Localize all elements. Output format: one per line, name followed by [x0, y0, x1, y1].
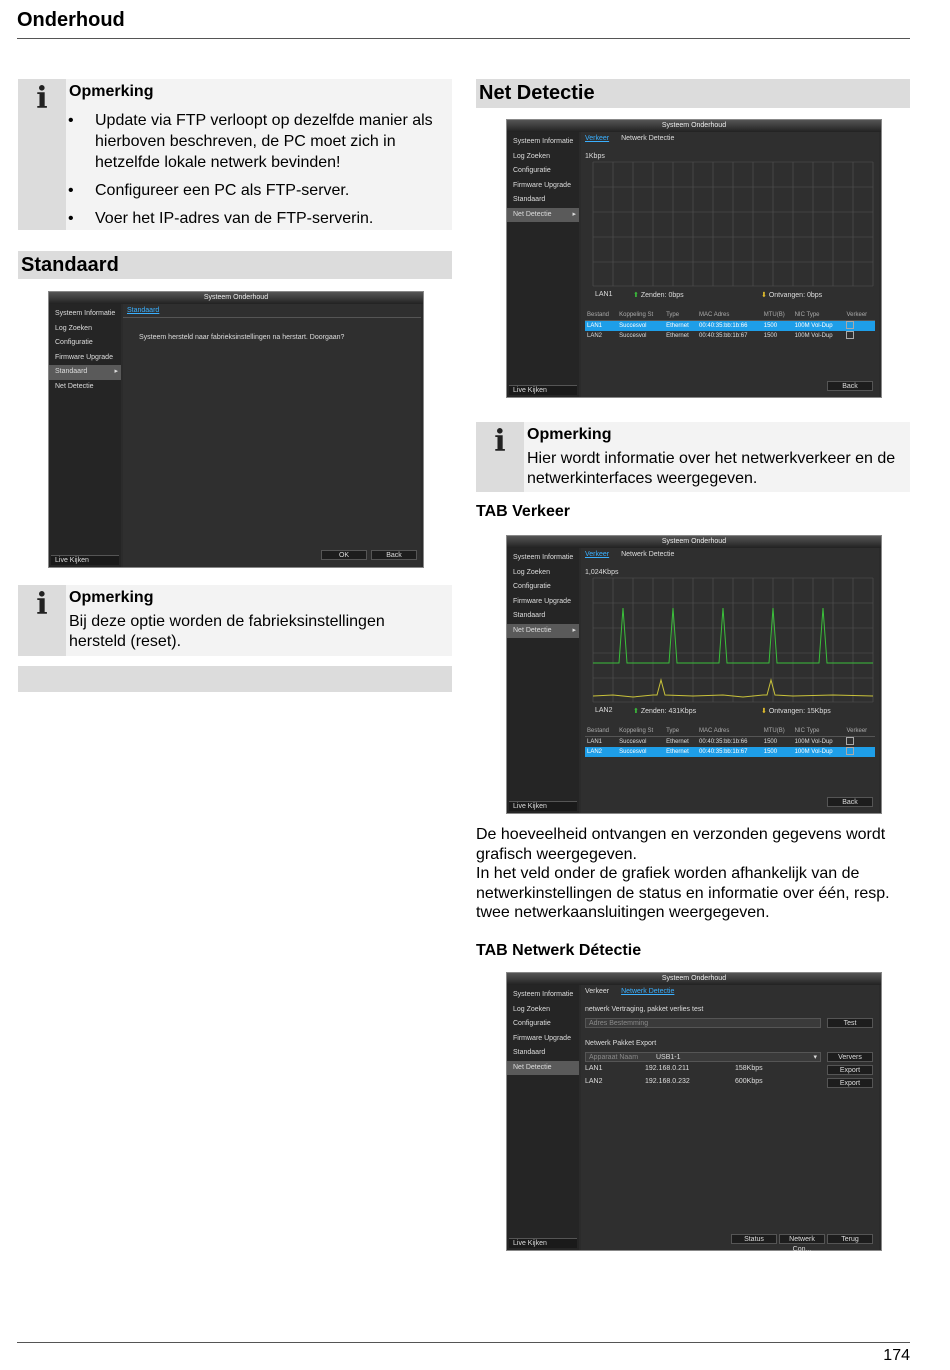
lan2-name: LAN2 — [585, 1078, 603, 1085]
dvr-screenshot-standaard — [48, 291, 424, 568]
subheading-tab-verkeer: TAB Verkeer — [476, 503, 570, 520]
window-title: Systeem Onderhoud — [507, 536, 881, 548]
sidebar-item-systeem-informatie[interactable]: Systeem Informatie — [513, 991, 574, 998]
network-config-button[interactable]: Netwerk Con... — [779, 1234, 825, 1244]
reset-message: Systeem hersteld naar fabrieksinstellingen na herstart. Doorgaan? — [139, 334, 345, 341]
window-title: Systeem Onderhoud — [49, 292, 423, 304]
arrow-down-icon: ⬇ — [761, 708, 767, 715]
arrow-down-icon: ⬇ — [761, 292, 767, 299]
section-heading-standaard: Standaard — [18, 251, 452, 279]
dvr-tabs — [123, 306, 165, 316]
window-title: Systeem Onderhoud — [507, 120, 881, 132]
table-row[interactable]: LAN1 Succesvol Ethernet 00:40:35:bb:1b:66 1500 100M Vol-Dup — [585, 321, 875, 332]
arrow-up-icon: ⬆ — [633, 708, 639, 715]
lan2-rate: 600Kbps — [735, 1078, 763, 1085]
page-title: Onderhoud — [17, 9, 125, 31]
list-item: • Update via FTP verloopt op dezelfde manier als hierboven beschreven, de PC moet zich in hetzelfde lokale netwerk bevinden! — [68, 110, 448, 173]
test-button[interactable]: Test — [827, 1018, 873, 1028]
device-value: USB1-1 — [656, 1054, 681, 1061]
received-rate: ⬇ Ontvangen: 0bps — [761, 292, 823, 299]
sidebar-item-firmware-upgrade[interactable]: Firmware Upgrade — [513, 597, 571, 605]
note-text: Hier wordt informatie over het netwerkverkeer en de netwerkinterfaces weergegeven. — [527, 450, 896, 487]
note-heading: Opmerking — [69, 83, 154, 100]
traffic-graph — [593, 162, 873, 287]
chevron-down-icon: ▾ — [813, 1054, 817, 1061]
sidebar-item-net-detectie[interactable]: Net Detectie — [507, 1061, 579, 1076]
tab-netwerk-detectie[interactable]: Netwerk Detectie — [621, 988, 675, 995]
sidebar-item-configuratie[interactable]: Configuratie — [513, 167, 551, 174]
live-view-button[interactable]: Live Kijken — [509, 801, 577, 811]
chevron-right-icon: ▸ — [114, 368, 118, 375]
tab-verkeer[interactable]: Verkeer — [585, 988, 610, 995]
header-divider — [17, 38, 910, 39]
lan1-ip: 192.168.0.211 — [645, 1065, 690, 1072]
traffic-checkbox[interactable] — [846, 737, 854, 745]
sidebar-item-configuratie[interactable]: Configuratie — [55, 339, 93, 346]
tab-standaard[interactable]: Standaard — [127, 307, 160, 314]
sidebar-item-configuratie[interactable]: Configuratie — [513, 583, 551, 590]
device-select[interactable] — [585, 1052, 821, 1062]
export-button[interactable]: Export — [827, 1078, 873, 1088]
paragraph-line: In het veld onder de grafiek worden afhankelijk van de netwerkinstellingen de status en informatie over één, resp. twee netwerkaansluitingen weergegeven. — [476, 865, 890, 921]
sidebar-item-firmware-upgrade[interactable]: Firmware Upgrade — [55, 353, 113, 361]
description-paragraph — [476, 825, 906, 923]
sidebar-item-net-detectie[interactable]: Net Detectie — [55, 382, 94, 390]
paragraph-line: De hoeveelheid ontvangen en verzonden gegevens wordt grafisch weergegeven. — [476, 826, 886, 863]
subheading-tab-netwerk-detectie: TAB Netwerk Détectie — [476, 942, 642, 959]
sidebar-item-log-zoeken[interactable]: Log Zoeken — [513, 568, 550, 576]
interface-table — [585, 310, 875, 341]
sidebar-item-systeem-informatie[interactable]: Systeem Informatie — [513, 554, 574, 561]
traffic-checkbox[interactable] — [846, 331, 854, 339]
sent-rate: ⬆ Zenden: 431Kbps — [633, 708, 697, 715]
dvr-screenshot-verkeer — [506, 535, 882, 814]
list-item: • Configureer een PC als FTP-server. — [68, 180, 448, 201]
graph-grid — [593, 578, 873, 702]
traffic-checkbox[interactable] — [846, 321, 854, 329]
note-heading: Opmerking — [527, 426, 612, 443]
tab-netwerk-detectie[interactable]: Netwerk Detectie — [621, 135, 675, 142]
live-view-button[interactable]: Live Kijken — [509, 1238, 577, 1248]
chevron-right-icon: ▸ — [572, 210, 576, 218]
address-input[interactable]: Adres Bestemming — [585, 1018, 821, 1028]
export-button[interactable]: Export — [827, 1065, 873, 1075]
device-label: Apparaat Naam — [589, 1054, 639, 1061]
note-text: Bij deze optie worden de fabrieksinstellingen hersteld (reset). — [69, 613, 385, 650]
back-button[interactable]: Back — [827, 381, 873, 391]
table-header-row: Bestand Koppeling St Type MAC Adres MTU(B) NIC Type Verkeer — [585, 726, 875, 737]
back-button[interactable]: Back — [371, 550, 417, 560]
note-heading: Opmerking — [69, 589, 154, 606]
traffic-graph — [593, 578, 873, 703]
dvr-screenshot-net-detectie — [506, 119, 882, 398]
tab-netwerk-detectie[interactable]: Netwerk Detectie — [621, 551, 675, 558]
note-net — [476, 422, 910, 492]
info-icon: i — [18, 585, 66, 656]
arrow-up-icon: ⬆ — [633, 292, 639, 299]
window-title: Systeem Onderhoud — [507, 973, 881, 985]
lan-label: LAN2 — [595, 707, 613, 714]
received-rate: ⬇ Ontvangen: 15Kbps — [761, 708, 831, 715]
delay-test-label: netwerk Vertraging, pakket verlies test — [585, 1006, 704, 1013]
info-icon: i — [18, 79, 66, 230]
list-item: • Voer het IP-adres van de FTP-serverin. — [68, 208, 448, 229]
sidebar-item-log-zoeken[interactable]: Log Zoeken — [513, 152, 550, 160]
sidebar-item-net-detectie[interactable]: Net Detectie ▸ — [507, 624, 579, 639]
note-ftp — [18, 79, 452, 230]
lan-label: LAN1 — [595, 291, 613, 298]
graph-grid — [593, 162, 873, 286]
ok-button[interactable]: OK — [321, 550, 367, 560]
lan1-rate: 158Kbps — [735, 1065, 763, 1072]
sidebar-item-standaard[interactable]: Standaard — [513, 612, 546, 619]
packet-export-title: Netwerk Pakket Export — [585, 1040, 657, 1047]
sidebar-item-systeem-informatie[interactable]: Systeem Informatie — [513, 138, 574, 145]
sent-rate: ⬆ Zenden: 0bps — [633, 292, 684, 299]
sidebar-item-standaard[interactable]: Standaard ▸ — [49, 365, 121, 380]
sidebar-item-standaard[interactable]: Standaard — [513, 1049, 546, 1056]
sidebar-item-net-detectie[interactable]: Net Detectie ▸ — [507, 208, 579, 223]
note-reset — [18, 585, 452, 656]
graph-unit: 1Kbps — [585, 153, 605, 160]
table-row[interactable]: LAN2 Succesvol Ethernet 00:40:35:bb:1b:67 1500 100M Vol-Dup — [585, 747, 875, 757]
table-header-row: Bestand Koppeling St Type MAC Adres MTU(B) NIC Type Verkeer — [585, 310, 875, 321]
sidebar-item-log-zoeken[interactable]: Log Zoeken — [513, 1005, 550, 1013]
sidebar-item-configuratie[interactable]: Configuratie — [513, 1020, 551, 1027]
traffic-checkbox[interactable] — [846, 747, 854, 755]
tab-verkeer[interactable]: Verkeer — [585, 135, 610, 142]
note-bullet-list — [68, 110, 448, 236]
dvr-screenshot-netwerk-detectie — [506, 972, 882, 1251]
lan1-name: LAN1 — [585, 1065, 603, 1072]
status-button[interactable]: Status — [731, 1234, 777, 1244]
back-button[interactable]: Back — [827, 797, 873, 807]
dvr-main-panel — [123, 304, 421, 567]
page-number: 174 — [883, 1347, 910, 1364]
interface-table — [585, 726, 875, 757]
table-row[interactable]: LAN2 Succesvol Ethernet 00:40:35:bb:1b:67 1500 100M Vol-Dup — [585, 331, 875, 341]
footer-divider — [17, 1342, 910, 1343]
section-heading-net-detectie: Net Detectie — [476, 79, 910, 108]
sidebar-item-firmware-upgrade[interactable]: Firmware Upgrade — [513, 1034, 571, 1042]
sidebar-item-standaard[interactable]: Standaard — [513, 196, 546, 203]
empty-section-bar — [18, 666, 452, 692]
lan2-ip: 192.168.0.232 — [645, 1078, 690, 1085]
sidebar-item-systeem-informatie[interactable]: Systeem Informatie — [55, 310, 116, 317]
refresh-button[interactable]: Ververs — [827, 1052, 873, 1062]
tab-verkeer[interactable]: Verkeer — [585, 551, 610, 558]
live-view-button[interactable]: Live Kijken — [51, 555, 119, 565]
info-icon: i — [476, 422, 524, 492]
chevron-right-icon: ▸ — [572, 626, 576, 634]
sidebar-item-log-zoeken[interactable]: Log Zoeken — [55, 324, 92, 332]
dvr-sidebar — [49, 304, 121, 567]
graph-unit: 1,024Kbps — [585, 569, 619, 576]
back-button[interactable]: Terug — [827, 1234, 873, 1244]
sidebar-item-firmware-upgrade[interactable]: Firmware Upgrade — [513, 181, 571, 189]
live-view-button[interactable]: Live Kijken — [509, 385, 577, 395]
table-row[interactable]: LAN1 Succesvol Ethernet 00:40:35:bb:1b:66 1500 100M Vol-Dup — [585, 737, 875, 748]
